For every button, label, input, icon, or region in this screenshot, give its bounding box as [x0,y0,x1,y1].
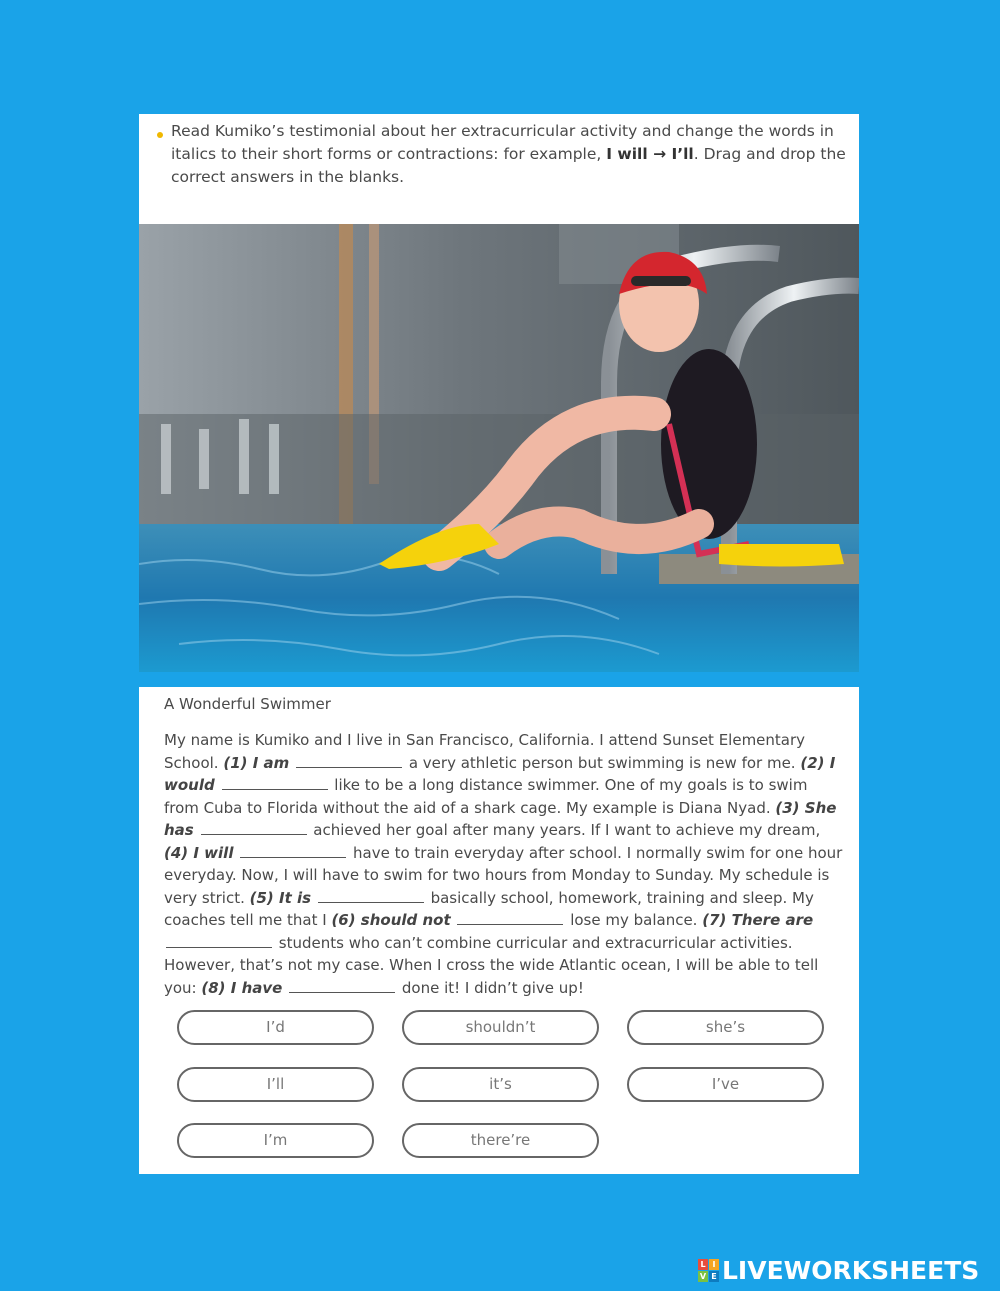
italic-phrase-8: (8) I have [201,978,283,997]
drop-blank-4[interactable] [240,843,346,858]
story-segment: My name is Kumiko and I live in San Francisco, California. I attend Sunset Elementary School. [164,731,806,772]
liveworksheets-icon [698,1259,720,1283]
drag-option[interactable]: she’s [627,1010,824,1045]
story-card [139,687,859,1174]
story-text [164,729,844,999]
logo-letter: E [709,1271,719,1282]
drop-blank-5[interactable] [318,888,424,903]
italic-phrase-7: (7) There are [702,911,814,929]
drop-blank-1[interactable] [296,753,402,768]
instructions-example: I will → I’ll [606,145,694,163]
italic-phrase-5: (5) It is [249,888,312,907]
drag-option[interactable]: I’m [177,1123,374,1158]
story-segment: have to train everyday after school. I normally swim for one hour everyday. Now, I will have to swim for two hours from Monday to Sunday. My schedule is very strict. [164,843,843,907]
swimmer-photo [139,224,859,672]
logo-letter: V [699,1272,707,1281]
italic-phrase-2: (2) I would [164,753,836,794]
instructions-part2: . Drag and drop the correct answers in the blanks. [171,145,846,186]
drag-option[interactable]: I’ve [627,1067,824,1102]
instructions-card [139,114,859,224]
italic-phrase-3: (3) She has [164,798,837,839]
drag-option[interactable]: shouldn’t [402,1010,599,1045]
story-title: A Wonderful Swimmer [164,695,331,713]
instructions-part1: Read Kumiko’s testimonial about her extracurricular activity and change the words in italics to their short forms or contractions: for example, [171,122,834,163]
drop-blank-7[interactable] [166,933,272,948]
italic-phrase-6: (6) should not [331,911,451,929]
logo-letter: L [698,1259,708,1270]
story-segment: lose my balance. [565,911,703,929]
drag-option[interactable]: I’ll [177,1067,374,1102]
logo-letter: I [709,1259,719,1270]
story-segment: basically school, homework, training and sleep. My coaches tell me that I [164,888,814,929]
italic-phrase-4: (4) I will [164,843,234,862]
drop-blank-8[interactable] [289,978,395,993]
drag-option[interactable]: it’s [402,1067,599,1102]
story-segment: like to be a long distance swimmer. One of my goals is to swim from Cuba to Florida without the aid of a shark cage. My example is Diana Nyad. [164,776,808,817]
drop-blank-2[interactable] [222,775,328,790]
story-segment: students who can’t combine curricular and extracurricular activities. However, that’s not my case. When I cross the wide Atlantic ocean, I will be able to tell you: [164,933,819,997]
drop-blank-6[interactable] [457,910,563,925]
drag-option[interactable]: there’re [402,1123,599,1158]
drag-option[interactable]: I’d [177,1010,374,1045]
story-segment: done it! I didn’t give up! [397,978,584,997]
italic-phrase-1: (1) I am [223,753,290,772]
drop-blank-3[interactable] [201,820,307,835]
story-segment: a very athletic person but swimming is new for me. [404,753,801,772]
story-segment: achieved her goal after many years. If I want to achieve my dream, [308,821,821,839]
brand-name: LIVEWORKSHEETS [722,1256,980,1285]
instructions-text [153,120,853,189]
